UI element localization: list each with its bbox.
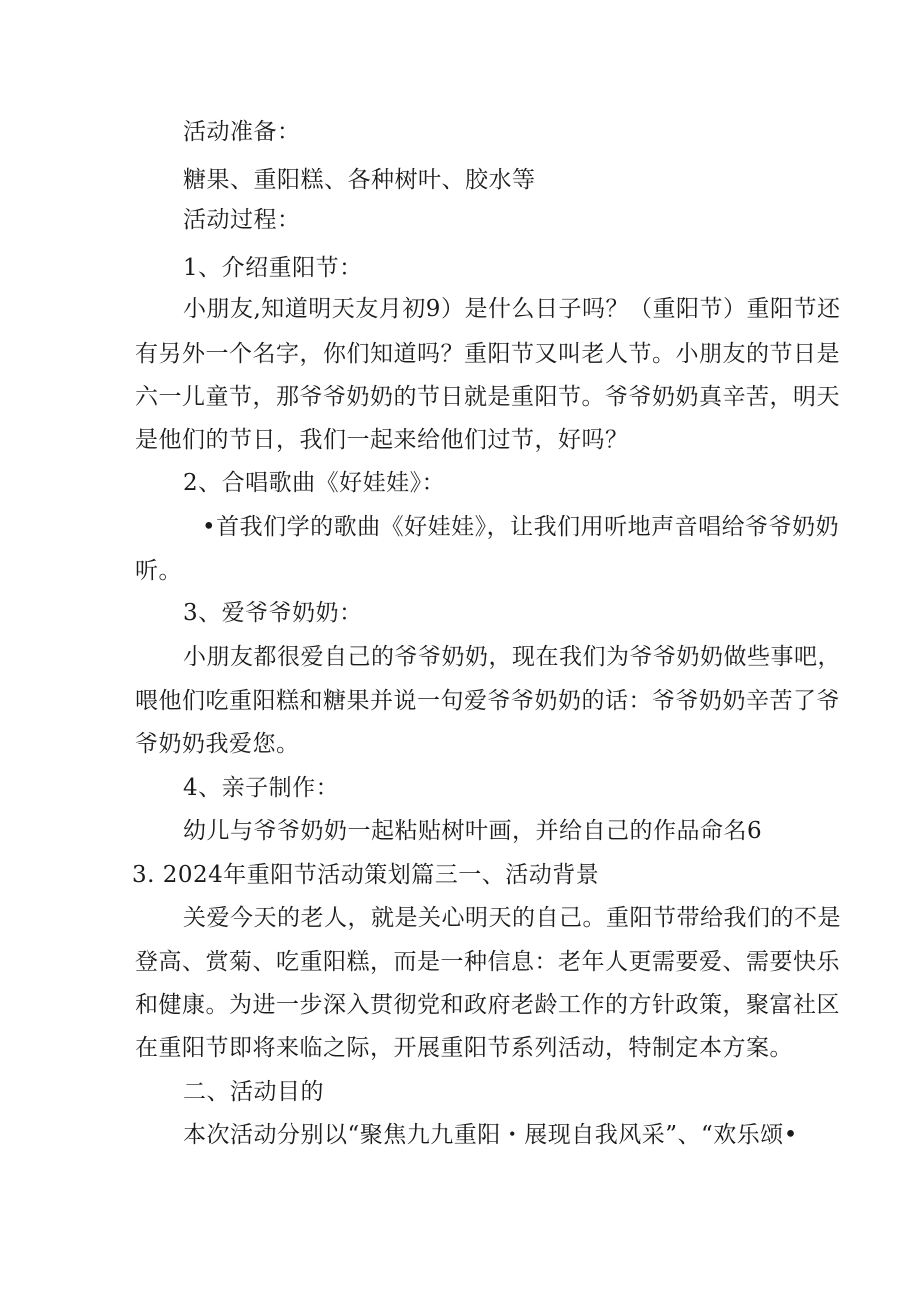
section-label-preparation: 活动准备： [183,119,301,145]
step-heading-3: 3、爱爷爷奶奶： [183,600,363,626]
paragraph-line: 小朋友都很爱自己的爷爷奶奶，现在我们为爷爷奶奶做些事吧， [183,644,841,670]
paragraph-line: 喂他们吃重阳糕和糖果并说一句爱爷爷奶奶的话：爷爷奶奶辛苦了爷 [135,688,840,714]
paragraph-line: 在重阳节即将来临之际，开展重阳节系列活动，特制定本方案。 [135,1035,793,1061]
paragraph-line: 爷奶奶我爱您。 [135,731,300,757]
paragraph-line: 糖果、重阳糕、各种树叶、胶水等 [183,167,536,193]
section-heading-purpose: 二、活动目的 [183,1079,324,1105]
paragraph-line: 是他们的节日，我们一起来给他们过节，好吗？ [135,427,629,453]
step-heading-1: 1、介绍重阳节： [183,255,363,281]
paragraph-line: 本次活动分别以“聚焦九九重阳・展现自我风采”、“欢乐颂• [183,1122,798,1148]
paragraph-line: 幼儿与爷爷奶奶一起粘贴树叶画，并给自己的作品命名6 [183,818,763,844]
paragraph-line: 登高、赏菊、吃重阳糕，而是一种信息：老年人更需要爱、需要快乐 [135,949,840,975]
paragraph-line: 有另外一个名字，你们知道吗？重阳节又叫老人节。小朋友的节日是 [135,341,840,367]
section-heading: 3. 2024年重阳节活动策划篇三一、活动背景 [132,862,600,888]
paragraph-line: 和健康。为进一步深入贯彻党和政府老龄工作的方针政策，聚富社区 [135,992,840,1018]
paragraph-line: 六一儿童节，那爷爷奶奶的节日就是重阳节。爷爷奶奶真辛苦，明天 [135,384,840,410]
step-heading-4: 4、亲子制作： [183,775,340,801]
paragraph-line: 听。 [135,558,182,584]
paragraph-line: 小朋友,知道明天友月初9）是什么日子吗？（重阳节）重阳节还 [183,296,841,322]
section-label-process: 活动过程： [183,207,301,233]
bullet-line: •首我们学的歌曲《好娃娃》，让我们用听地声音唱给爷爷奶奶 [202,514,840,540]
paragraph-line: 关爱今天的老人，就是关心明天的自己。重阳节带给我们的不是 [183,905,841,931]
step-heading-2: 2、合唱歌曲《好娃娃》： [183,470,446,496]
